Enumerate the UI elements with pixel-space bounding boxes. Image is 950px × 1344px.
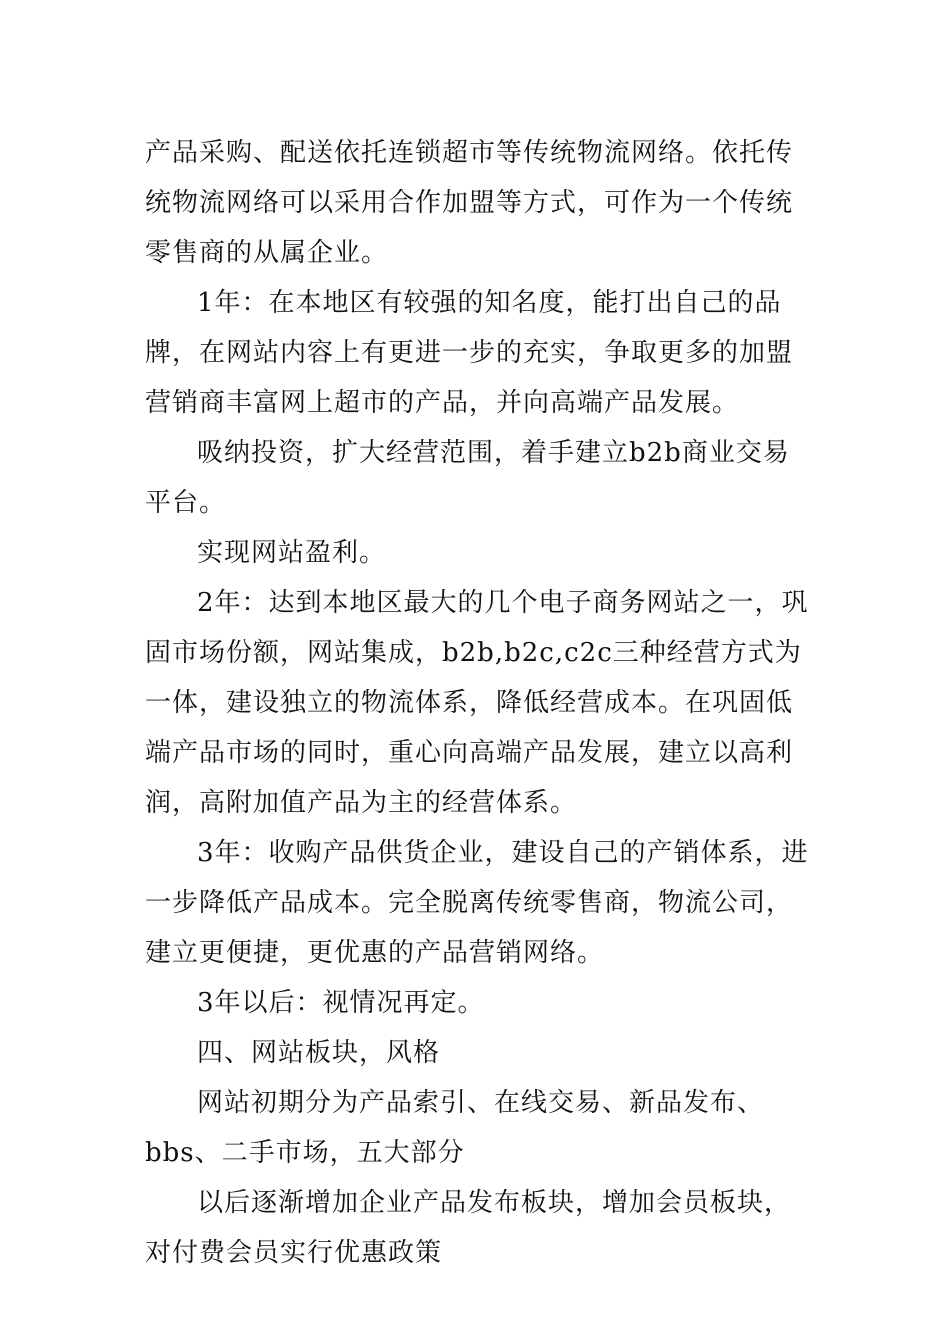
paragraph-year-1: 1年：在本地区有较强的知名度，能打出自己的品牌，在网站内容上有更进一步的充实，争取更多的加盟营销商丰富网上超市的产品，并向高端产品发展。 [145, 288, 794, 418]
paragraph-future-sections: 以后逐渐增加企业产品发布板块，增加会员板块，对付费会员实行优惠政策 [145, 1188, 792, 1268]
paragraph-year-2: 2年：达到本地区最大的几个电子商务网站之一，巩固市场份额，网站集成，b2b,b2c,c2c三种经营方式为一体，建设独立的物流体系，降低经营成本。在巩固低端产品市场的同时，重心向高端产品发展，建立以高利润，高附加值产品为主的经营体系。 [145, 588, 809, 818]
paragraph-investment: 吸纳投资，扩大经营范围，着手建立b2b商业交易平台。 [145, 438, 790, 518]
paragraph-profit: 实现网站盈利。 [197, 538, 387, 568]
paragraph-initial-sections: 网站初期分为产品索引、在线交易、新品发布、bbs、二手市场，五大部分 [145, 1088, 765, 1168]
paragraph-logistics: 产品采购、配送依托连锁超市等传统物流网络。依托传统物流网络可以采用合作加盟等方式，可作为一个传统零售商的从属企业。 [145, 138, 794, 268]
paragraph-after-year-3: 3年以后：视情况再定。 [197, 988, 485, 1018]
section-heading-site-sections: 四、网站板块，风格 [197, 1038, 441, 1068]
paragraph-year-3: 3年：收购产品供货企业，建设自己的产销体系，进一步降低产品成本。完全脱离传统零售商，物流公司，建立更便捷，更优惠的产品营销网络。 [145, 838, 809, 968]
document-body [145, 128, 815, 1278]
